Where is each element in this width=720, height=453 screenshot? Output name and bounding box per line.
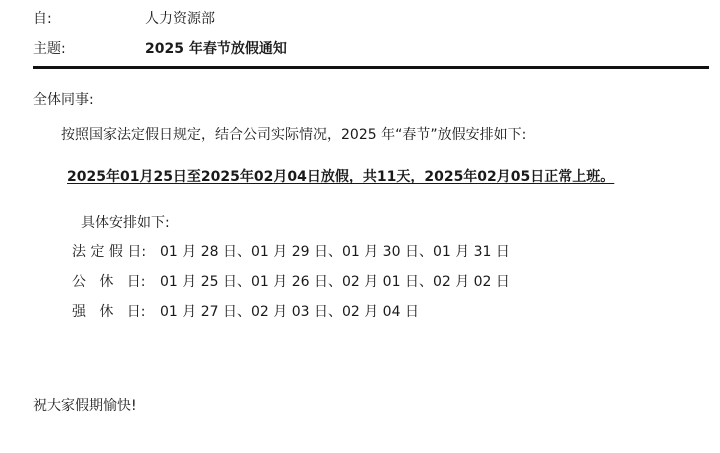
- holiday-highlight: 2025年01月25日至2025年02月04日放假，共11天，2025年02月05日正常上班。: [67, 169, 615, 185]
- schedule-row-label: 公 休 日:: [72, 274, 146, 290]
- intro-paragraph: 按照国家法定假日规定，结合公司实际情况，2025 年“春节”放假安排如下:: [61, 127, 527, 143]
- schedule-row-dates: 01 月 28 日、01 月 29 日、01 月 30 日、01 月 31 日: [160, 244, 510, 260]
- subject-value: 2025 年春节放假通知: [145, 41, 287, 57]
- schedule-row-weekend: [72, 271, 510, 291]
- schedule-row-mandatory: [72, 301, 419, 321]
- schedule-row-label: 法 定 假 日:: [72, 244, 147, 260]
- from-value: 人力资源部: [145, 11, 215, 27]
- schedule-row-statutory: [72, 241, 510, 261]
- schedule-title: 具体安排如下:: [81, 215, 170, 231]
- schedule-row-label: 强 休 日:: [72, 304, 146, 320]
- schedule-row-dates: 01 月 25 日、01 月 26 日、02 月 01 日、02 月 02 日: [160, 274, 510, 290]
- schedule-row-dates: 01 月 27 日、02 月 03 日、02 月 04 日: [160, 304, 419, 320]
- closing-line: 祝大家假期愉快!: [33, 398, 137, 414]
- from-label: 自:: [33, 11, 52, 27]
- header-divider: [33, 66, 709, 69]
- greeting: 全体同事:: [33, 92, 94, 108]
- subject-label: 主题:: [33, 41, 66, 57]
